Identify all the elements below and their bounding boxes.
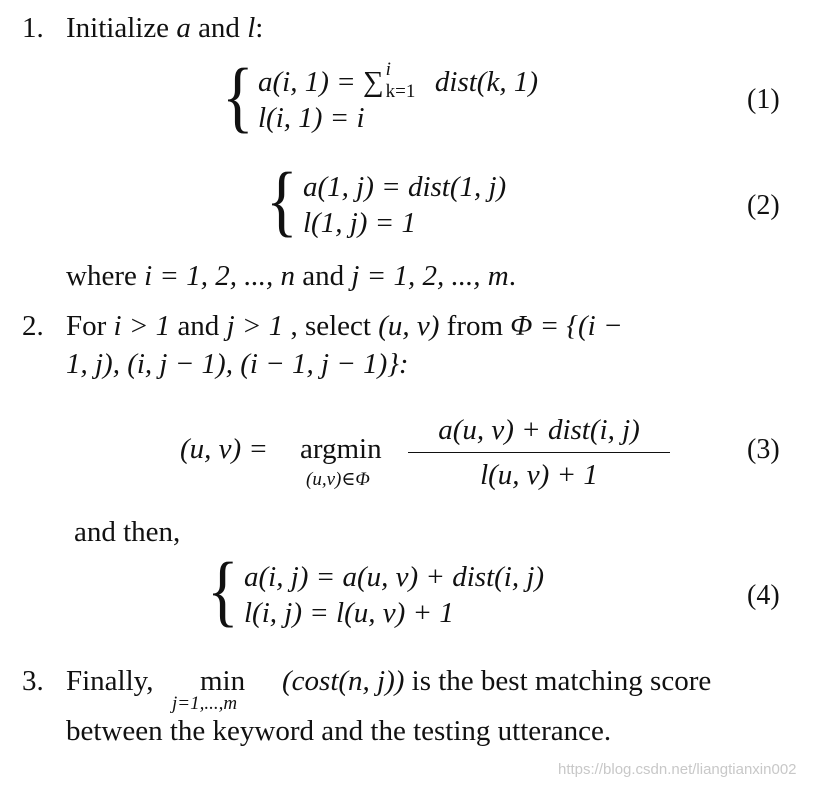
step2-text3: , select xyxy=(283,310,379,342)
eq1-line1 xyxy=(258,59,538,102)
step2-math4: Φ = {(i − xyxy=(510,310,623,342)
eq3-operator-sub: (u,v)∈Φ xyxy=(306,469,370,490)
where-line xyxy=(66,262,516,291)
eq1-line1-rhs: dist(k, 1) xyxy=(427,66,538,98)
eq3-numerator: a(u, v) + dist(i, j) xyxy=(438,414,640,446)
step1-heading xyxy=(66,14,263,43)
where-and: and xyxy=(294,260,352,292)
eq2-brace: { xyxy=(266,157,298,245)
step3-line2: between the keyword and the testing utterance. xyxy=(66,715,612,747)
where-cond1: i = 1, 2, ..., n xyxy=(144,260,295,292)
eq3-label: (3) xyxy=(747,434,780,465)
step2-line1 xyxy=(66,312,623,341)
eq2-line1: a(1, j) = dist(1, j) xyxy=(303,171,507,203)
step1-var-l: l xyxy=(247,12,256,44)
step3-min-op: min xyxy=(200,665,246,697)
step2-text2: and xyxy=(170,310,227,342)
step1-text-colon: : xyxy=(255,12,264,44)
step1-var-a: a xyxy=(176,12,191,44)
eq2-label: (2) xyxy=(747,190,780,221)
step2-math3: (u, v) xyxy=(378,310,440,342)
eq1-brace: { xyxy=(222,53,254,141)
where-prefix: where xyxy=(66,260,145,292)
eq1-sum-lower: k=1 xyxy=(385,81,416,102)
step1-text-prefix: Initialize xyxy=(66,12,177,44)
eq3-denominator: l(u, v) + 1 xyxy=(480,459,598,491)
step3-text1: Finally, xyxy=(66,665,154,697)
eq4-line1: a(i, j) = a(u, v) + dist(i, j) xyxy=(244,561,545,593)
eq1-line1-lhs: a(i, 1) = xyxy=(258,66,363,98)
step2-text1: For xyxy=(66,310,114,342)
where-suffix: . xyxy=(508,260,516,292)
step1-text-and: and xyxy=(190,12,248,44)
step3-line1-rest xyxy=(282,667,711,696)
eq3-operator: argmin xyxy=(300,433,382,465)
step1-number: 1. xyxy=(22,12,44,44)
step3-text2: is the best matching score xyxy=(404,665,712,697)
eq1-sum-symbol: ∑ xyxy=(362,66,384,98)
eq1-line2: l(i, 1) = i xyxy=(258,102,365,134)
eq4-label: (4) xyxy=(747,580,780,611)
and-then-text: and then, xyxy=(74,516,181,548)
step2-text4: from xyxy=(439,310,511,342)
step3-math: (cost(n, j)) xyxy=(282,665,405,697)
eq4-brace: { xyxy=(207,547,239,635)
eq4-line2: l(i, j) = l(u, v) + 1 xyxy=(244,597,454,629)
step2-number: 2. xyxy=(22,310,44,342)
step2-math1: i > 1 xyxy=(113,310,171,342)
step3-number: 3. xyxy=(22,665,44,697)
eq1-label: (1) xyxy=(747,84,780,115)
step3-min-sub: j=1,...,m xyxy=(172,693,238,714)
step2-line2: 1, j), (i, j − 1), (i − 1, j − 1)}: xyxy=(66,348,409,380)
eq3-lhs: (u, v) = xyxy=(180,433,269,465)
step2-math2: j > 1 xyxy=(226,310,284,342)
where-cond2: j = 1, 2, ..., m xyxy=(351,260,509,292)
eq2-line2: l(1, j) = 1 xyxy=(303,207,416,239)
eq3-fraction xyxy=(408,416,670,490)
eq3-fraction-bar xyxy=(408,452,670,453)
eq1-sum-upper: i xyxy=(385,59,391,80)
watermark: https://blog.csdn.net/liangtianxin002 xyxy=(558,761,797,778)
